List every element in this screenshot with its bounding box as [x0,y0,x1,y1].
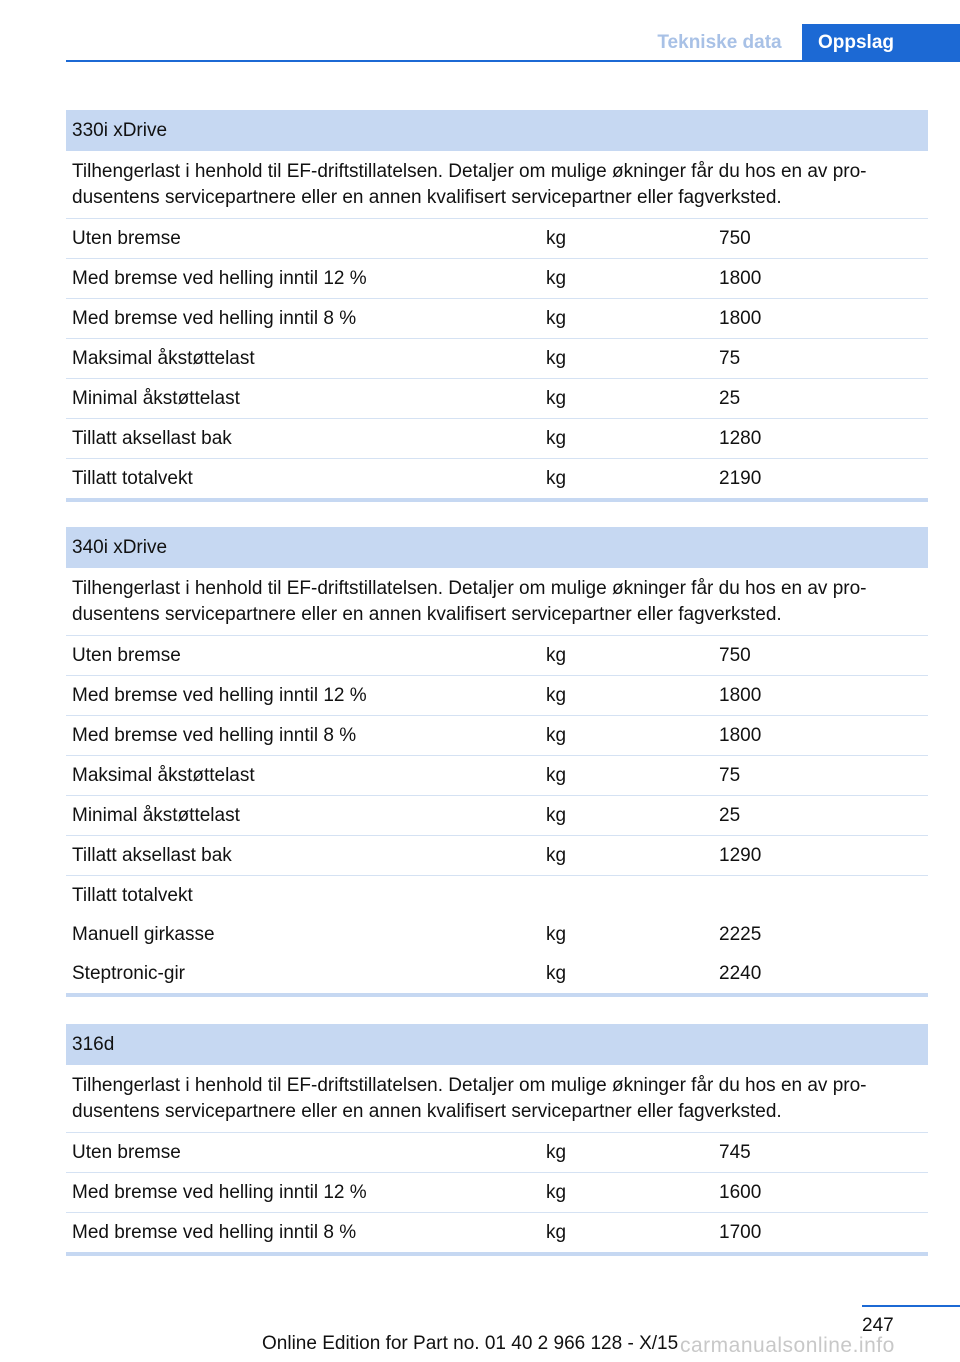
row-value: 1600 [719,1182,762,1203]
row-unit: kg [546,1222,567,1243]
spec-table-340i [66,527,928,997]
table-row [66,419,928,459]
table-row [66,299,928,339]
row-label: Tillatt aksellast bak [72,428,232,449]
header-rule [66,60,960,62]
row-value: 1800 [719,308,762,329]
table-note: Tilhengerlast i henhold til EF-driftstillatelsen. Detaljer om mulige økninger får du hos en av pro-dusentens servicepartnere eller en annen kvalifisert servicepartner eller fagverksted. [66,1065,928,1133]
row-unit: kg [546,685,567,706]
row-unit: kg [546,765,567,786]
row-unit: kg [546,963,567,984]
edition-note: Online Edition for Part no. 01 40 2 966 128 - X/15 [262,1333,679,1354]
row-unit: kg [546,468,567,489]
spec-table-330i [66,110,928,502]
row-unit: kg [546,388,567,409]
row-label: Med bremse ved helling inntil 8 % [72,725,357,746]
row-unit: kg [546,1142,567,1163]
row-unit: kg [546,268,567,289]
table-row [66,676,928,716]
row-value: 25 [719,805,741,826]
row-label: Med bremse ved helling inntil 12 % [72,268,367,289]
row-value: 75 [719,765,741,786]
row-label: Med bremse ved helling inntil 8 % [72,308,357,329]
table-row [66,1133,928,1173]
table-end-rule [66,498,928,502]
row-unit: kg [546,228,567,249]
row-label: Med bremse ved helling inntil 12 % [72,1182,367,1203]
table-row [66,1173,928,1213]
row-label: Uten bremse [72,228,181,249]
table-note: Tilhengerlast i henhold til EF-driftstillatelsen. Detaljer om mulige økninger får du hos en av pro-dusentens servicepartnere eller en annen kvalifisert servicepartner eller fagverksted. [66,568,928,636]
page-header [66,24,960,62]
table-row [66,636,928,676]
table-row [66,836,928,876]
row-value: 745 [719,1142,751,1163]
watermark: carmanualsonline.info [680,1334,895,1357]
row-label: Manuell girkasse [72,924,215,945]
table-row [66,876,928,915]
row-label: Minimal åkstøttelast [72,805,240,826]
table-row [66,219,928,259]
table-end-rule [66,993,928,997]
row-label: Uten bremse [72,1142,181,1163]
table-row [66,459,928,498]
table-row [66,756,928,796]
row-value: 2190 [719,468,762,489]
row-label: Steptronic-gir [72,963,185,984]
table-row [66,716,928,756]
row-value: 1290 [719,845,762,866]
tab-tekniske-data[interactable]: Tekniske data [657,32,782,53]
row-label: Tillatt totalvekt [72,468,193,489]
table-title: 340i xDrive [66,527,928,568]
page-number-rule [862,1305,960,1307]
row-unit: kg [546,428,567,449]
table-title: 316d [66,1024,928,1065]
row-value: 2240 [719,963,762,984]
row-label: Tillatt totalvekt [72,885,193,906]
row-value: 1800 [719,685,762,706]
row-unit: kg [546,805,567,826]
table-row [66,954,928,993]
table-title: 330i xDrive [66,110,928,151]
row-unit: kg [546,348,567,369]
table-row [66,1213,928,1252]
row-value: 75 [719,348,741,369]
row-label: Maksimal åkstøttelast [72,765,255,786]
table-row [66,339,928,379]
row-value: 1700 [719,1222,762,1243]
row-unit: kg [546,845,567,866]
row-label: Uten bremse [72,645,181,666]
row-value: 750 [719,645,751,666]
row-unit: kg [546,645,567,666]
table-row [66,379,928,419]
row-value: 1800 [719,725,762,746]
row-value: 1280 [719,428,762,449]
row-unit: kg [546,308,567,329]
table-row [66,796,928,836]
spec-table-316d [66,1024,928,1256]
table-note: Tilhengerlast i henhold til EF-driftstillatelsen. Detaljer om mulige økninger får du hos en av pro-dusentens servicepartnere eller en annen kvalifisert servicepartner eller fagverksted. [66,151,928,219]
row-unit: kg [546,924,567,945]
page-number: 247 [862,1315,894,1336]
row-label: Maksimal åkstøttelast [72,348,255,369]
row-label: Minimal åkstøttelast [72,388,240,409]
row-value: 2225 [719,924,762,945]
row-unit: kg [546,725,567,746]
row-value: 750 [719,228,751,249]
row-label: Med bremse ved helling inntil 12 % [72,685,367,706]
table-row [66,259,928,299]
row-label: Tillatt aksellast bak [72,845,232,866]
table-row [66,915,928,954]
row-value: 1800 [719,268,762,289]
row-unit: kg [546,1182,567,1203]
table-end-rule [66,1252,928,1256]
row-value: 25 [719,388,741,409]
tab-oppslag[interactable]: Oppslag [802,24,960,62]
row-label: Med bremse ved helling inntil 8 % [72,1222,357,1243]
